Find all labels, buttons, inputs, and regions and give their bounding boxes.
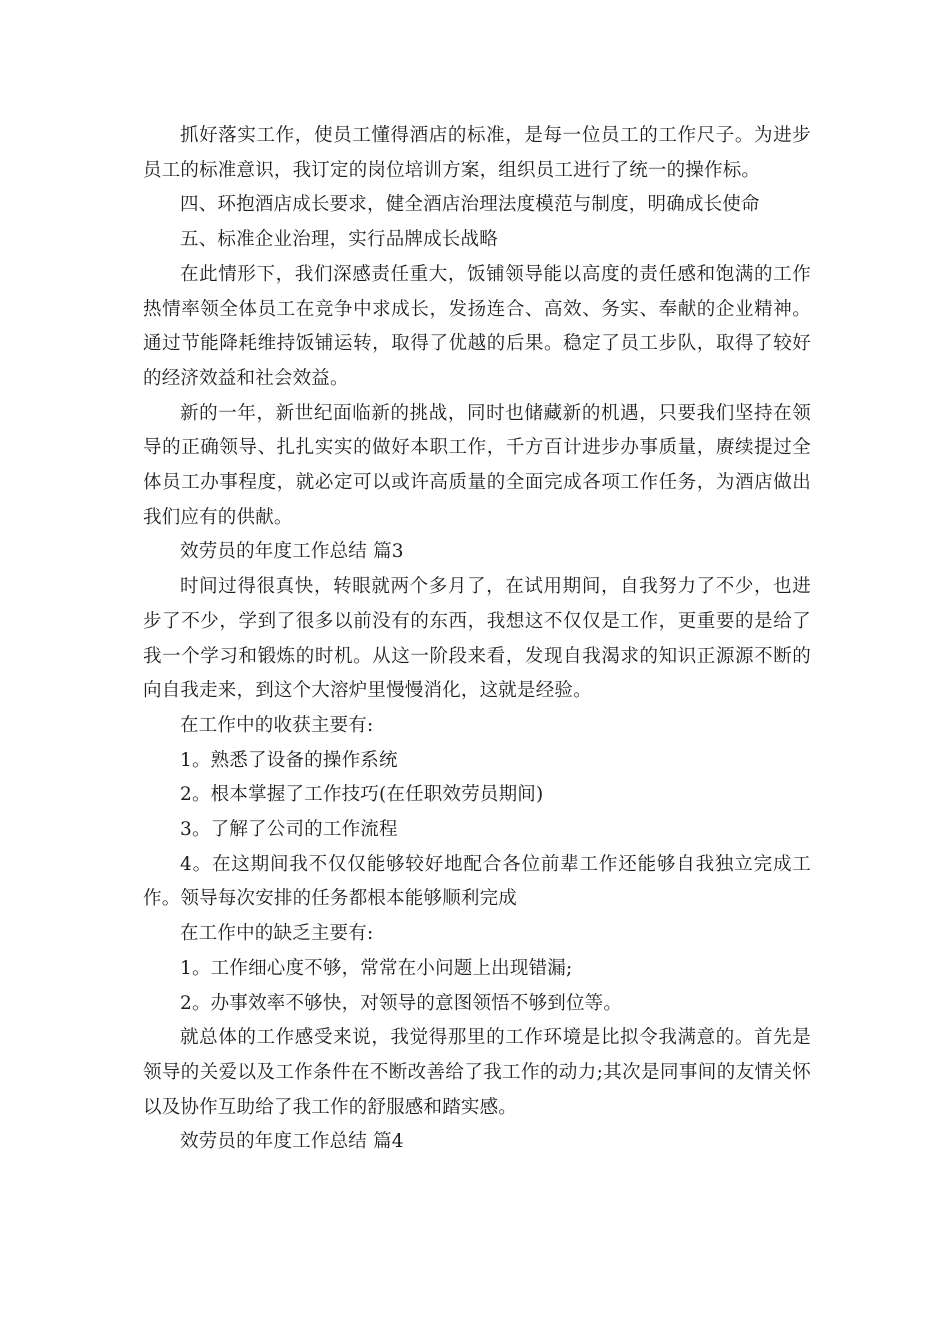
paragraph: 五、标准企业治理，实行品牌成长战略	[180, 229, 498, 251]
list-item: 1。工作细心度不够，常常在小问题上出现错漏;	[180, 957, 573, 979]
list-item: 2。根本掌握了工作技巧(在任职效劳员期间)	[180, 784, 544, 806]
list-item: 2。办事效率不够快，对领导的意图领悟不够到位等。	[180, 992, 623, 1014]
paragraph: 就总体的工作感受来说，我觉得那里的工作环境是比拟令我满意的。首先是领导的关爱以及工作条件在不断改善给了我工作的动力;其次是同事间的友情关怀以及协作互助给了我工作的舒服感和踏实感。	[143, 1027, 811, 1118]
paragraph: 抓好落实工作，使员工懂得酒店的标准，是每一位员工的工作尺子。为进步员工的标准意识，我订定的岗位培训方案，组织员工进行了统一的操作标。	[143, 125, 811, 181]
paragraph: 新的一年，新世纪面临新的挑战，同时也储藏新的机遇，只要我们坚持在领导的正确领导、扎扎实实的做好本职工作，千方百计进步办事质量，赓续提过全体员工办事程度，就必定可以或许高质量的全面完成各项工作任务，为酒店做出我们应有的供献。	[143, 402, 811, 528]
paragraph: 在工作中的缺乏主要有:	[180, 923, 374, 945]
section-heading: 效劳员的年度工作总结 篇4	[180, 1131, 404, 1153]
list-item: 4。在这期间我不仅仅能够较好地配合各位前辈工作还能够自我独立完成工作。领导每次安排的任务都根本能够顺利完成	[143, 853, 811, 910]
paragraph: 时间过得很真快，转眼就两个多月了，在试用期间，自我努力了不少，也进步了不少，学到了很多以前没有的东西，我想这不仅仅是工作，更重要的是给了我一个学习和锻炼的时机。从这一阶段来看，发现自我渴求的知识正源源不断的向自我走来，到这个大溶炉里慢慢消化，这就是经验。	[143, 576, 811, 702]
paragraph: 在此情形下，我们深感责任重大，饭铺领导能以高度的责任感和饱满的工作热情率领全体员工在竞争中求成长，发扬连合、高效、务实、奉献的企业精神。通过节能降耗维持饭铺运转，取得了优越的后果。稳定了员工步队，取得了较好的经济效益和社会效益。	[143, 263, 811, 389]
document-body	[143, 119, 811, 1160]
paragraph: 四、环抱酒店成长要求，健全酒店治理法度模范与制度，明确成长使命	[180, 194, 760, 216]
paragraph: 在工作中的收获主要有:	[180, 714, 374, 736]
section-heading: 效劳员的年度工作总结 篇3	[180, 541, 404, 563]
list-item: 1。熟悉了设备的操作系统	[180, 749, 398, 771]
list-item: 3。了解了公司的工作流程	[180, 819, 398, 841]
